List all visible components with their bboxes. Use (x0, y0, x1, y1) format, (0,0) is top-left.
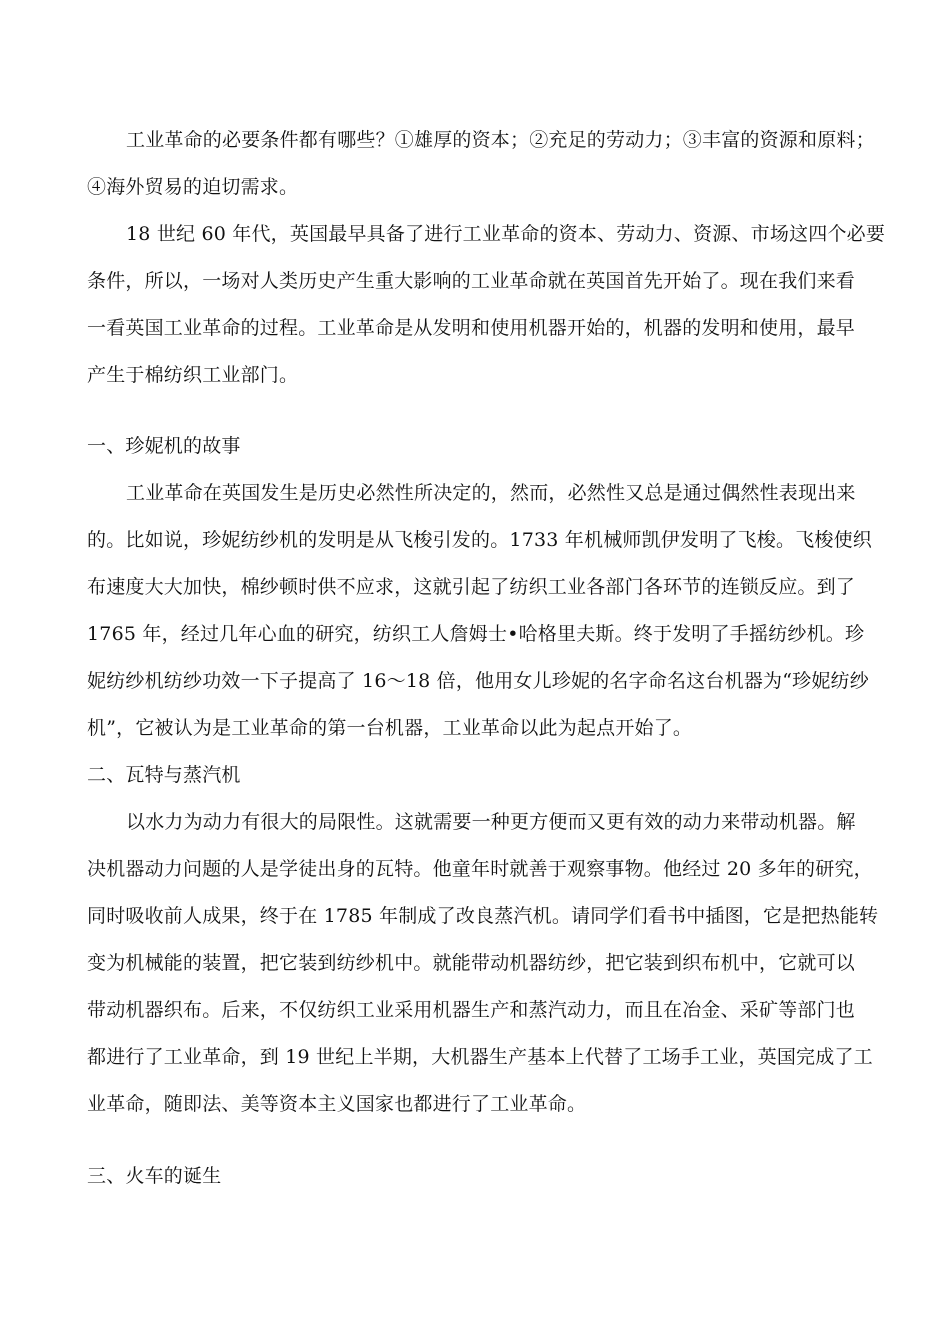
paragraph-line: 以水力为动力有很大的局限性。这就需要一种更方便而又更有效的动力来带动机器。解 (126, 811, 856, 833)
paragraph-line: 都进行了工业革命，到 19 世纪上半期，大机器生产基本上代替了工场手工业，英国完成了工 (87, 1046, 873, 1068)
paragraph-line: 决机器动力问题的人是学徒出身的瓦特。他童年时就善于观察事物。他经过 20 多年的研究， (87, 858, 873, 880)
paragraph-line: 妮纺纱机纺纱功效一下子提高了 16～18 倍，他用女儿珍妮的名字命名这台机器为“珍妮纺纱 (87, 670, 869, 692)
paragraph-line: 业革命，随即法、美等资本主义国家也都进行了工业革命。 (87, 1093, 587, 1115)
intro-line: ④海外贸易的迫切需求。 (87, 176, 299, 198)
paragraph-line: 工业革命在英国发生是历史必然性所决定的，然而，必然性又总是通过偶然性表现出来 (126, 482, 856, 504)
paragraph-line: 带动机器织布。后来，不仅纺织工业采用机器生产和蒸汽动力，而且在冶金、采矿等部门也 (87, 999, 856, 1021)
paragraph-line: 条件，所以，一场对人类历史产生重大影响的工业革命就在英国首先开始了。现在我们来看 (87, 270, 856, 292)
section-heading: 一、珍妮机的故事 (87, 435, 241, 457)
paragraph-line: 产生于棉纺织工业部门。 (87, 364, 299, 386)
paragraph-line: 机”，它被认为是工业革命的第一台机器，工业革命以此为起点开始了。 (87, 717, 693, 739)
section-heading: 二、瓦特与蒸汽机 (87, 764, 241, 786)
paragraph-line: 的。比如说，珍妮纺纱机的发明是从飞梭引发的。1733 年机械师凯伊发明了飞梭。飞梭使织 (87, 529, 872, 551)
paragraph-line: 同时吸收前人成果，终于在 1785 年制成了改良蒸汽机。请同学们看书中插图，它是把热能转 (87, 905, 879, 927)
paragraph-line: 变为机械能的装置，把它装到纺纱机中。就能带动机器纺纱，把它装到织布机中，它就可以 (87, 952, 856, 974)
section-heading: 三、火车的诞生 (87, 1165, 222, 1187)
paragraph-line: 18 世纪 60 年代，英国最早具备了进行工业革命的资本、劳动力、资源、市场这四个必要 (126, 223, 886, 245)
paragraph-line: 布速度大大加快，棉纱顿时供不应求，这就引起了纺织工业各部门各环节的连锁反应。到了 (87, 576, 856, 598)
intro-line: 工业革命的必要条件都有哪些？①雄厚的资本；②充足的劳动力；③丰富的资源和原料； (126, 129, 875, 151)
paragraph-line: 1765 年，经过几年心血的研究，纺织工人詹姆士•哈格里夫斯。终于发明了手摇纺纱机。珍 (87, 623, 865, 645)
paragraph-line: 一看英国工业革命的过程。工业革命是从发明和使用机器开始的，机器的发明和使用，最早 (87, 317, 856, 339)
